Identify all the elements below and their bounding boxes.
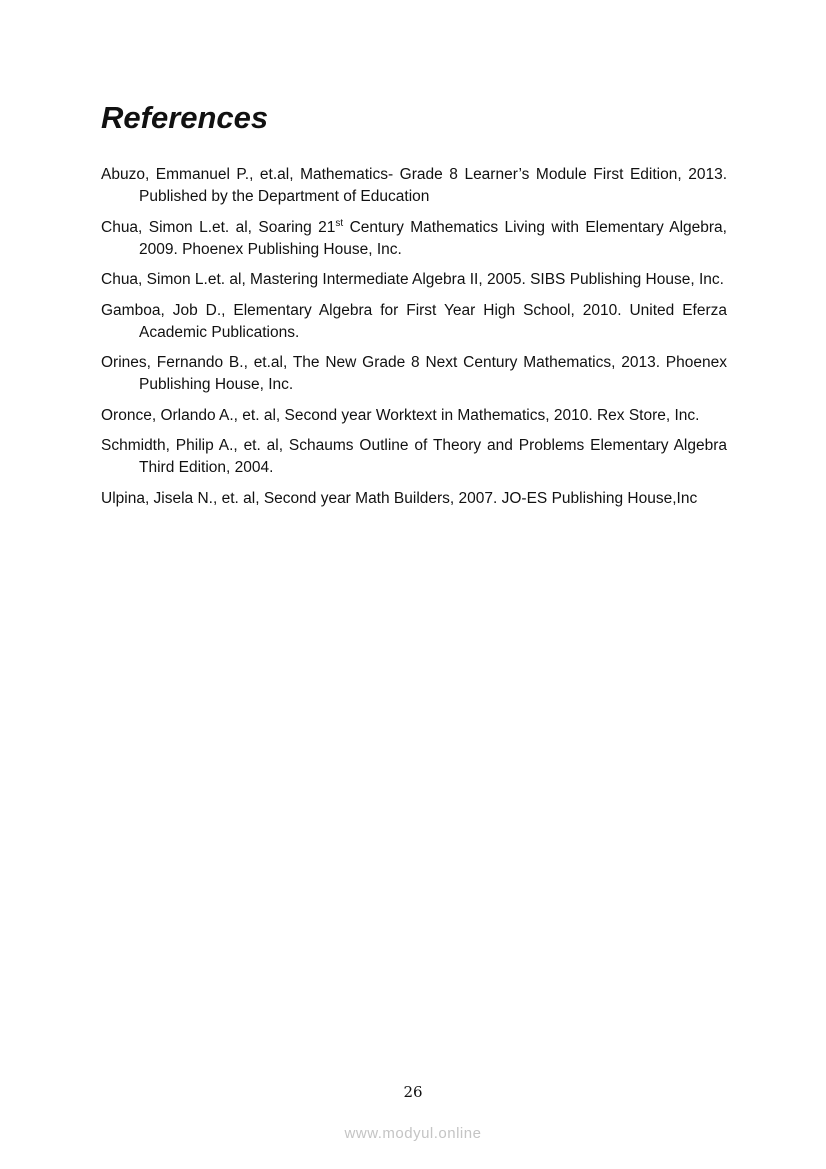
reference-item: Ulpina, Jisela N., et. al, Second year Math Builders, 2007. JO-ES Publishing House,Inc bbox=[101, 489, 698, 507]
page-title: References bbox=[101, 100, 269, 135]
reference-item: Abuzo, Emmanuel P., et.al, Mathematics- Grade 8 Learner’s Module First Edition, 2013. Published by the Department of Education bbox=[101, 166, 727, 205]
reference-item bbox=[101, 217, 727, 261]
reference-item: Orines, Fernando B., et.al, The New Grade 8 Next Century Mathematics, 2013. Phoenex Publishing House, Inc. bbox=[101, 354, 727, 393]
reference-item: Gamboa, Job D., Elementary Algebra for First Year High School, 2010. United Eferza Academic Publications. bbox=[101, 301, 727, 341]
reference-text: Chua, Simon L.et. al, Soaring 21 bbox=[101, 218, 336, 236]
reference-item: Schmidth, Philip A., et. al, Schaums Outline of Theory and Problems Elementary Algebra Third Edition, 2004. bbox=[101, 437, 727, 476]
reference-item: Oronce, Orlando A., et. al, Second year Worktext in Mathematics, 2010. Rex Store, Inc. bbox=[101, 406, 700, 424]
ordinal-superscript: st bbox=[335, 217, 344, 229]
reference-item: Chua, Simon L.et. al, Mastering Intermediate Algebra II, 2005. SIBS Publishing House, Inc. bbox=[101, 271, 724, 288]
page-number: 26 bbox=[403, 1083, 423, 1101]
reference-list bbox=[101, 164, 727, 518]
reference-text: Century Mathematics Living with Elementary Algebra, 2009. Phoenex Publishing House, Inc. bbox=[139, 218, 727, 258]
watermark: www.modyul.online bbox=[344, 1125, 482, 1142]
